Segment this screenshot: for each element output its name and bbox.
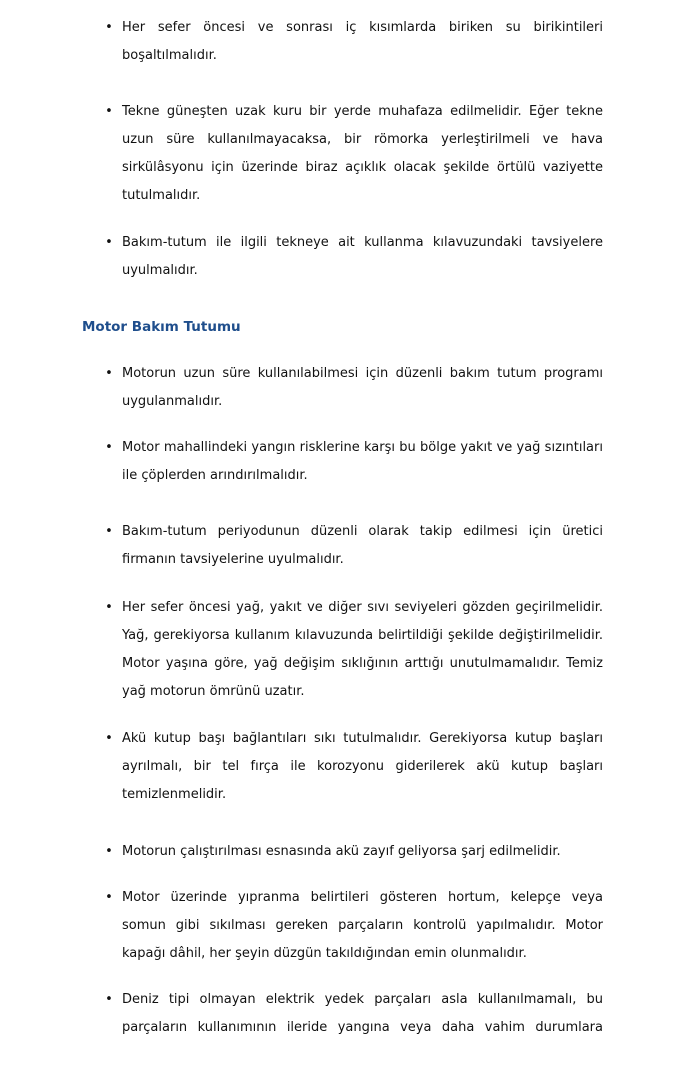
list-item-text: Tekne güneşten uzak kuru bir yerde muhafaza edilmelidir. Eğer tekne uzun süre kullanılmayacaksa, bir römorka yerleştirilmeli ve hava sirkülâsyonu için üzerinde biraz açıklık olacak şekilde örtülü vaziyette tutulmalıdır.	[122, 104, 603, 203]
bullet-icon: •	[105, 890, 113, 905]
list-item-text: Akü kutup başı bağlantıları sıkı tutulmalıdır. Gerekiyorsa kutup başları ayrılmalı, bir tel fırça ile korozyonu giderilerek akü kutup başları temizlenmelidir.	[122, 731, 603, 802]
bullet-icon: •	[105, 992, 113, 1007]
list-item-text: Her sefer öncesi ve sonrası iç kısımlarda biriken su birikintileri boşaltılmalıdır.	[122, 20, 603, 63]
list-item-text: Motorun uzun süre kullanılabilmesi için düzenli bakım tutum programı uygulanmalıdır.	[122, 366, 603, 409]
bullet-icon: •	[105, 20, 113, 35]
bullet-icon: •	[105, 104, 113, 119]
list-item-text: Bakım-tutum ile ilgili tekneye ait kullanma kılavuzundaki tavsiyelere uyulmalıdır.	[122, 235, 603, 278]
bullet-icon: •	[105, 600, 113, 615]
bullet-icon: •	[105, 731, 113, 746]
bullet-icon: •	[105, 366, 113, 381]
bullet-icon: •	[105, 844, 113, 859]
bullet-icon: •	[105, 524, 113, 539]
list-item-text: Bakım-tutum periyodunun düzenli olarak takip edilmesi için üretici firmanın tavsiyelerine uyulmalıdır.	[122, 524, 603, 567]
list-item-text: Motorun çalıştırılması esnasında akü zayıf geliyorsa şarj edilmelidir.	[122, 844, 561, 859]
list-item-text: Deniz tipi olmayan elektrik yedek parçaları asla kullanılmamalı, bu parçaların kullanımının ileride yangına veya daha vahim durumlara	[122, 992, 603, 1035]
section-heading: Motor Bakım Tutumu	[82, 319, 241, 335]
bullet-icon: •	[105, 440, 113, 455]
bullet-icon: •	[105, 235, 113, 250]
list-item-text: Her sefer öncesi yağ, yakıt ve diğer sıvı seviyeleri gözden geçirilmelidir. Yağ, gerekiyorsa kullanım kılavuzunda belirtildiği şekilde değiştirilmelidir. Motor yaşına göre, yağ değişim sıklığının arttığı unutulmamalıdır. Temiz yağ motorun ömrünü uzatır.	[122, 600, 603, 699]
list-item-text: Motor üzerinde yıpranma belirtileri gösteren hortum, kelepçe veya somun gibi sıkılması gereken parçaların kontrolü yapılmalıdır. Motor kapağı dâhil, her şeyin düzgün takıldığından emin olunmalıdır.	[122, 890, 603, 961]
list-item-text: Motor mahallindeki yangın risklerine karşı bu bölge yakıt ve yağ sızıntıları ile çöplerden arındırılmalıdır.	[122, 440, 603, 483]
